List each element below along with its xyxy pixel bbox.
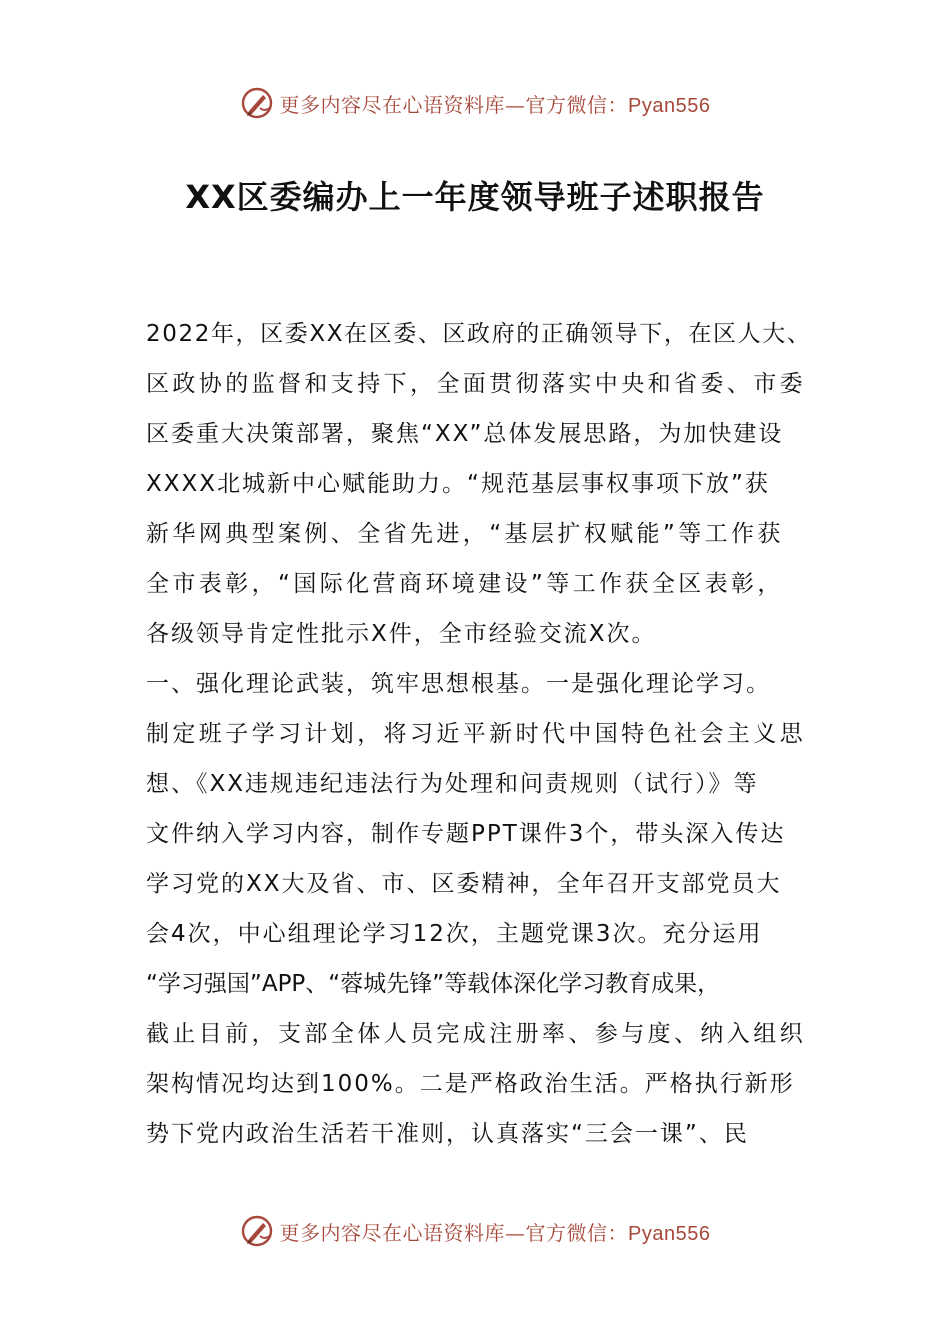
text-line: 区政协的监督和支持下，全面贯彻落实中央和省委、市委	[146, 371, 806, 397]
wechat-id: Pyan556	[628, 94, 711, 117]
watermark-banner-bottom	[0, 1211, 950, 1251]
text-line: 势下党内政治生活若干准则，认真落实“三会一课”、民	[146, 1121, 749, 1147]
watermark-text: 更多内容尽在心语资料库—官方微信：Pyan556	[279, 92, 711, 117]
text-line: “学习强国”APP、“蓉城先锋”等载体深化学习教育成果，	[146, 971, 721, 997]
pen-logo-icon	[240, 86, 274, 120]
watermark-text: 更多内容尽在心语资料库—官方微信：Pyan556	[279, 1220, 711, 1245]
text-line: 架构情况均达到100%。二是严格政治生活。严格执行新形	[146, 1071, 795, 1097]
text-line: 截止目前，支部全体人员完成注册率、参与度、纳入组织	[146, 1021, 806, 1047]
text-line: 制定班子学习计划，将习近平新时代中国特色社会主义思	[146, 721, 806, 747]
text-line: 新华网典型案例、全省先进，“基层扩权赋能”等工作获	[146, 521, 784, 547]
text-line: 想、《XX违规违纪违法行为处理和问责规则（试行）》等	[146, 771, 759, 797]
report-body	[146, 309, 836, 1159]
watermark-banner-top	[0, 83, 950, 123]
page-title: XX区委编办上一年度领导班子述职报告	[185, 178, 765, 216]
text-line: 各级领导肯定性批示X件，全市经验交流X次。	[146, 621, 657, 647]
text-line: 文件纳入学习内容，制作专题PPT课件3个，带头深入传达	[146, 821, 786, 847]
text-line: 2022年，区委XX在区委、区政府的正确领导下，在区人大、	[146, 321, 812, 347]
text-line: 学习党的XX大及省、市、区委精神，全年召开支部党员大	[146, 871, 782, 897]
text-line: 区委重大决策部署，聚焦“XX”总体发展思路，为加快建设	[146, 421, 784, 447]
wechat-id: Pyan556	[628, 1222, 711, 1245]
text-line: XXXX北城新中心赋能助力。“规范基层事权事项下放”获	[146, 471, 770, 497]
pen-logo-icon	[240, 1214, 274, 1248]
text-line: 全市表彰，“国际化营商环境建设”等工作获全区表彰，	[146, 571, 784, 597]
text-line: 一、强化理论武装，筑牢思想根基。一是强化理论学习。	[146, 671, 771, 697]
text-line: 会4次，中心组理论学习12次，主题党课3次。充分运用	[146, 921, 763, 947]
